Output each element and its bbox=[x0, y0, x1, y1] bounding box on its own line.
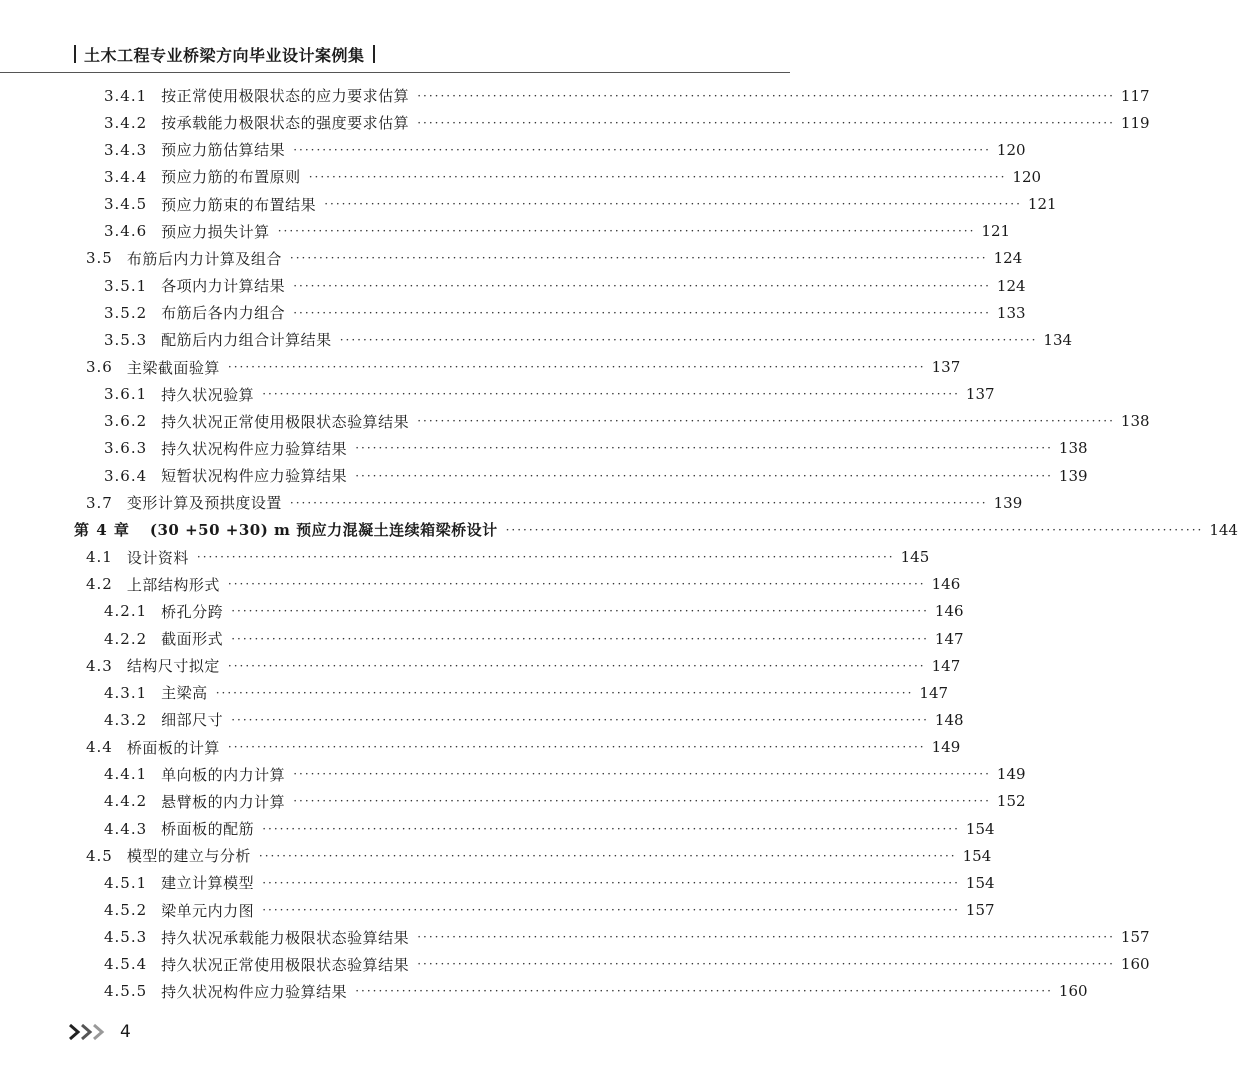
toc-entry-label bbox=[104, 221, 270, 242]
header-right-bar bbox=[373, 45, 375, 63]
toc-entry-number: 3.4.1 bbox=[104, 86, 148, 105]
toc-leader-dots: ························································································································ bbox=[293, 142, 991, 157]
toc-entry-label bbox=[104, 709, 223, 730]
toc-entry-title: 按正常使用极限状态的应力要求估算 bbox=[161, 87, 410, 105]
toc-entry-title: 主梁高 bbox=[161, 684, 208, 703]
toc-entry[interactable] bbox=[0, 435, 1088, 462]
toc-entry-number: 4.5.2 bbox=[104, 901, 148, 919]
toc-entry-label bbox=[104, 384, 254, 405]
toc-entry-page: 147 bbox=[931, 656, 961, 675]
toc-entry-page: 147 bbox=[934, 629, 964, 648]
toc-entry-page: 145 bbox=[900, 548, 930, 567]
toc-entry[interactable] bbox=[0, 951, 1150, 978]
toc-entry[interactable] bbox=[0, 381, 995, 408]
toc-entry[interactable] bbox=[0, 516, 1238, 543]
toc-entry-title: 上部结构形式 bbox=[126, 575, 220, 594]
toc-entry-title: 桥孔分跨 bbox=[161, 602, 224, 621]
toc-entry-number: 3.4.6 bbox=[104, 222, 148, 241]
toc-entry-number: 4.5 bbox=[86, 846, 113, 865]
toc-entry-number: 4.5.1 bbox=[104, 873, 148, 892]
toc-entry-page: 124 bbox=[996, 276, 1026, 295]
toc-entry-title: 预应力筋的布置原则 bbox=[161, 168, 301, 187]
toc-entry-page: 154 bbox=[965, 873, 995, 892]
toc-entry-label bbox=[104, 628, 223, 649]
toc-entry-number: 第 4 章 bbox=[74, 521, 130, 540]
toc-leader-dots: ························································································································ bbox=[355, 441, 1053, 456]
toc-entry-title: 预应力筋估算结果 bbox=[161, 141, 286, 160]
toc-entry-number: 3.6 bbox=[86, 358, 113, 376]
toc-entry-title: 预应力筋束的布置结果 bbox=[161, 195, 317, 214]
toc-entry-page: 120 bbox=[1012, 167, 1042, 186]
toc-leader-dots: ························································································································ bbox=[231, 604, 929, 619]
toc-entry[interactable] bbox=[0, 272, 1026, 299]
toc-entry-number: 4.5.5 bbox=[104, 982, 148, 1001]
toc-entry-title: 梁单元内力图 bbox=[161, 901, 255, 920]
header-divider bbox=[0, 72, 790, 73]
toc-entry-number: 3.6.3 bbox=[104, 439, 148, 458]
toc-leader-dots: ························································································································ bbox=[196, 550, 895, 565]
toc-entry-number: 3.6.4 bbox=[104, 466, 148, 485]
toc-leader-dots: ························································································································ bbox=[277, 224, 976, 239]
toc-entry-label bbox=[86, 547, 189, 568]
toc-entry-title: 悬臂板的内力计算 bbox=[161, 792, 286, 811]
toc-entry-number: 4.4.2 bbox=[104, 792, 148, 811]
toc-leader-dots: ························································································································ bbox=[227, 577, 926, 592]
toc-entry-page: 146 bbox=[931, 575, 961, 594]
toc-entry-label bbox=[104, 329, 332, 350]
toc-entry-number: 3.5.3 bbox=[104, 330, 148, 349]
toc-entry[interactable] bbox=[0, 761, 1026, 788]
toc-entry-number: 4.5.4 bbox=[104, 955, 148, 974]
toc-entry-label bbox=[104, 139, 285, 160]
toc-entry-title: 主梁截面验算 bbox=[126, 358, 220, 377]
toc-entry-title: 桥面板的配筋 bbox=[161, 820, 255, 839]
toc-entry-title: 桥面板的计算 bbox=[126, 738, 220, 757]
toc-entry-label bbox=[104, 872, 254, 893]
toc-entry-page: 146 bbox=[934, 602, 964, 621]
toc-leader-dots: ························································································································ bbox=[417, 930, 1115, 945]
toc-entry-number: 4.3.1 bbox=[104, 683, 148, 702]
toc-entry[interactable] bbox=[0, 734, 961, 761]
toc-entry-label bbox=[104, 194, 316, 215]
toc-entry[interactable] bbox=[0, 842, 992, 869]
toc-entry-page: 138 bbox=[1120, 412, 1150, 431]
toc-entry-number: 4.3.2 bbox=[104, 710, 148, 729]
toc-entry-label bbox=[104, 302, 285, 323]
toc-entry-title: 布筋后各内力组合 bbox=[161, 304, 286, 323]
toc-entry-number: 4.2 bbox=[86, 575, 113, 594]
toc-entry-label bbox=[104, 791, 285, 812]
toc-entry[interactable] bbox=[0, 706, 964, 733]
toc-entry-page: 157 bbox=[1120, 928, 1150, 947]
toc-entry-page: 139 bbox=[993, 493, 1023, 512]
toc-entry-number: 4.4.1 bbox=[104, 765, 148, 784]
toc-entry-title: 细部尺寸 bbox=[161, 711, 224, 730]
toc-entry[interactable] bbox=[0, 571, 961, 598]
toc-entry[interactable] bbox=[0, 815, 995, 842]
toc-entry[interactable] bbox=[0, 897, 995, 924]
toc-entry[interactable] bbox=[0, 109, 1150, 136]
toc-entry[interactable] bbox=[0, 924, 1150, 951]
toc-entry-page: 154 bbox=[965, 819, 995, 838]
toc-entry-page: 148 bbox=[934, 710, 964, 729]
toc-entry-number: 4.3 bbox=[86, 656, 113, 675]
toc-entry-number: 4.2.2 bbox=[104, 629, 148, 648]
toc-entry-label bbox=[86, 655, 220, 676]
toc-entry-page: 134 bbox=[1043, 330, 1073, 349]
toc-entry[interactable] bbox=[0, 191, 1057, 218]
toc-entry[interactable] bbox=[0, 354, 961, 381]
toc-leader-dots: ························································································································ bbox=[417, 957, 1115, 972]
toc-entry-number: 4.5.3 bbox=[104, 928, 148, 947]
toc-entry[interactable] bbox=[0, 326, 1073, 353]
toc-entry-title: 短暂状况构件应力验算结果 bbox=[161, 467, 348, 486]
toc-entry-page: 160 bbox=[1120, 955, 1150, 974]
page-number: 4 bbox=[120, 1022, 131, 1042]
toc-entry-title: 截面形式 bbox=[161, 630, 224, 648]
toc-entry-label bbox=[104, 900, 254, 921]
toc-leader-dots: ························································································································ bbox=[289, 495, 988, 510]
toc-leader-dots: ························································································································ bbox=[262, 821, 960, 836]
toc-entry[interactable] bbox=[0, 869, 995, 896]
toc-entry-label bbox=[86, 357, 220, 378]
toc-entry-page: 137 bbox=[965, 385, 995, 404]
toc-leader-dots: ························································································································ bbox=[293, 305, 991, 320]
toc-entry-title: 配筋后内力组合计算结果 bbox=[161, 331, 332, 350]
toc-entry-number: 3.6.2 bbox=[104, 412, 148, 431]
toc-leader-dots: ························································································································ bbox=[262, 903, 960, 917]
toc-entry-number: 3.5.2 bbox=[104, 303, 148, 322]
toc-entry-label bbox=[104, 682, 208, 703]
toc-entry-page: 152 bbox=[996, 792, 1026, 811]
toc-entry-page: 138 bbox=[1058, 439, 1088, 458]
toc-leader-dots: ························································································································ bbox=[417, 414, 1115, 429]
toc-leader-dots: ························································································································ bbox=[262, 875, 960, 890]
toc-entry-title: 持久状况验算 bbox=[161, 385, 255, 404]
toc-entry[interactable] bbox=[0, 978, 1088, 1005]
toc-entry[interactable] bbox=[0, 408, 1150, 435]
toc-leader-dots: ························································································································ bbox=[231, 712, 929, 727]
toc-entry-title: 预应力损失计算 bbox=[161, 222, 270, 241]
toc-entry-label bbox=[74, 519, 498, 540]
toc-entry-number: 4.2.1 bbox=[104, 602, 148, 621]
toc-entry[interactable] bbox=[0, 544, 930, 571]
page-footer bbox=[68, 1020, 131, 1044]
toc-entry-number: 3.5 bbox=[86, 249, 113, 268]
toc-entry-number: 4.1 bbox=[86, 548, 113, 567]
toc-leader-dots: ························································································································ bbox=[355, 468, 1053, 483]
running-header bbox=[66, 40, 383, 68]
toc-entry-title: 持久状况正常使用极限状态验算结果 bbox=[161, 412, 410, 431]
toc-entry-number: 3.5.1 bbox=[104, 276, 148, 295]
toc-entry[interactable] bbox=[0, 136, 1026, 163]
toc-entry-label bbox=[104, 981, 347, 1002]
toc-leader-dots: ························································································································ bbox=[227, 658, 926, 673]
toc-leader-dots: ························································································································ bbox=[505, 522, 1204, 537]
toc-entry-page: 144 bbox=[1209, 520, 1238, 539]
toc-entry[interactable] bbox=[0, 163, 1042, 190]
toc-leader-dots: ························································································································ bbox=[324, 197, 1022, 212]
toc-leader-dots: ························································································································ bbox=[417, 88, 1115, 103]
toc-entry-label bbox=[86, 737, 220, 758]
toc-leader-dots: ························································································································ bbox=[289, 251, 988, 266]
toc-leader-dots: ························································································································ bbox=[262, 387, 960, 402]
toc-leader-dots: ························································································································ bbox=[227, 740, 926, 755]
toc-entry-page: 154 bbox=[962, 846, 992, 865]
toc-entry-page: 139 bbox=[1058, 466, 1088, 485]
toc-entry[interactable] bbox=[0, 245, 1023, 272]
toc-entry-label bbox=[86, 574, 220, 595]
toc-entry-number: 3.4.2 bbox=[104, 113, 148, 132]
toc-entry[interactable] bbox=[0, 299, 1026, 326]
toc-entry-label bbox=[104, 954, 409, 975]
toc-entry[interactable] bbox=[0, 679, 949, 706]
toc-leader-dots: ························································································································ bbox=[258, 848, 957, 863]
toc-leader-dots: ························································································································ bbox=[293, 767, 991, 782]
toc-entry-label bbox=[104, 438, 347, 459]
toc-entry-page: 147 bbox=[919, 683, 949, 702]
toc-leader-dots: ························································································································ bbox=[231, 631, 929, 646]
toc-entry-title: 按承载能力极限状态的强度要求估算 bbox=[161, 114, 410, 133]
toc-entry-page: 157 bbox=[965, 901, 995, 919]
triple-chevron-right-icon bbox=[68, 1022, 112, 1042]
toc-entry-title: 持久状况构件应力验算结果 bbox=[161, 439, 348, 458]
toc-entry-number: 3.4.3 bbox=[104, 140, 148, 159]
toc-leader-dots: ························································································································ bbox=[339, 332, 1038, 347]
toc-entry-label bbox=[104, 275, 285, 296]
toc-entry-title: 建立计算模型 bbox=[161, 874, 255, 893]
toc-entry-title: 单向板的内力计算 bbox=[161, 765, 286, 784]
toc-entry-label bbox=[104, 112, 409, 133]
toc-entry-title: 变形计算及预拱度设置 bbox=[126, 494, 282, 513]
toc-entry-page: 149 bbox=[931, 738, 961, 757]
toc-entry-number: 3.6.1 bbox=[104, 385, 148, 404]
toc-leader-dots: ························································································································ bbox=[215, 685, 914, 700]
toc-entry-page: 120 bbox=[996, 140, 1026, 159]
toc-entry-title: 各项内力计算结果 bbox=[161, 277, 286, 296]
toc-entry-title: 持久状况正常使用极限状态验算结果 bbox=[161, 955, 410, 974]
toc-entry-label bbox=[86, 248, 282, 269]
toc-entry-title: 持久状况承载能力极限状态验算结果 bbox=[161, 928, 410, 947]
toc-entry-title: 设计资料 bbox=[126, 548, 189, 567]
toc-entry-label bbox=[86, 845, 251, 866]
header-left-bar bbox=[74, 45, 76, 63]
toc-entry-label bbox=[104, 601, 223, 622]
toc-entry[interactable] bbox=[0, 462, 1088, 489]
toc-entry[interactable] bbox=[0, 625, 964, 652]
book-title: 土木工程专业桥梁方向毕业设计案例集 bbox=[84, 45, 365, 65]
toc-entry-number: 4.4.3 bbox=[104, 819, 148, 838]
toc-entry[interactable] bbox=[0, 652, 961, 679]
toc-entry-number: 3.4.5 bbox=[104, 195, 148, 214]
toc-entry-label bbox=[104, 764, 285, 785]
toc-entry-page: 149 bbox=[996, 765, 1026, 784]
toc-entry-page: 121 bbox=[1027, 195, 1057, 214]
toc-entry-page: 137 bbox=[931, 358, 961, 376]
toc-entry[interactable] bbox=[0, 788, 1026, 815]
toc-entry-number: 3.4.4 bbox=[104, 167, 148, 186]
toc-entry[interactable] bbox=[0, 489, 1023, 516]
toc-entry-label bbox=[104, 927, 409, 948]
toc-leader-dots: ························································································································ bbox=[308, 169, 1007, 184]
toc-entry[interactable] bbox=[0, 598, 964, 625]
toc-entry-page: 119 bbox=[1120, 113, 1150, 132]
toc-entry-number: 4.4 bbox=[86, 738, 113, 757]
toc-leader-dots: ························································································································ bbox=[227, 360, 926, 374]
toc-entry-label bbox=[104, 85, 409, 106]
toc-entry-title: 持久状况构件应力验算结果 bbox=[161, 982, 348, 1001]
toc-entry-title: (30 +50 +30) m 预应力混凝土连续箱梁桥设计 bbox=[149, 521, 498, 540]
toc-entry-title: 布筋后内力计算及组合 bbox=[126, 249, 282, 268]
toc-entry-page: 117 bbox=[1120, 86, 1150, 105]
toc-entry-page: 121 bbox=[981, 222, 1011, 241]
toc-entry-label bbox=[104, 166, 301, 187]
toc-entry-title: 结构尺寸拟定 bbox=[126, 657, 220, 676]
toc-leader-dots: ························································································································ bbox=[293, 278, 991, 293]
toc-leader-dots: ························································································································ bbox=[417, 115, 1115, 130]
toc-entry-label bbox=[104, 818, 254, 839]
toc-leader-dots: ························································································································ bbox=[293, 794, 991, 809]
toc-entry-number: 3.7 bbox=[86, 493, 113, 512]
toc-entry-page: 133 bbox=[996, 303, 1026, 322]
toc-entry-label bbox=[86, 492, 282, 513]
toc-entry-page: 160 bbox=[1058, 982, 1088, 1001]
toc-entry-label bbox=[104, 411, 409, 432]
toc-entry[interactable] bbox=[0, 82, 1150, 109]
toc-entry-title: 模型的建立与分析 bbox=[126, 847, 251, 866]
toc-entry[interactable] bbox=[0, 218, 1011, 245]
toc-entry-page: 124 bbox=[993, 249, 1023, 268]
toc-entry-label bbox=[104, 465, 347, 486]
toc-leader-dots: ························································································································ bbox=[355, 984, 1053, 999]
